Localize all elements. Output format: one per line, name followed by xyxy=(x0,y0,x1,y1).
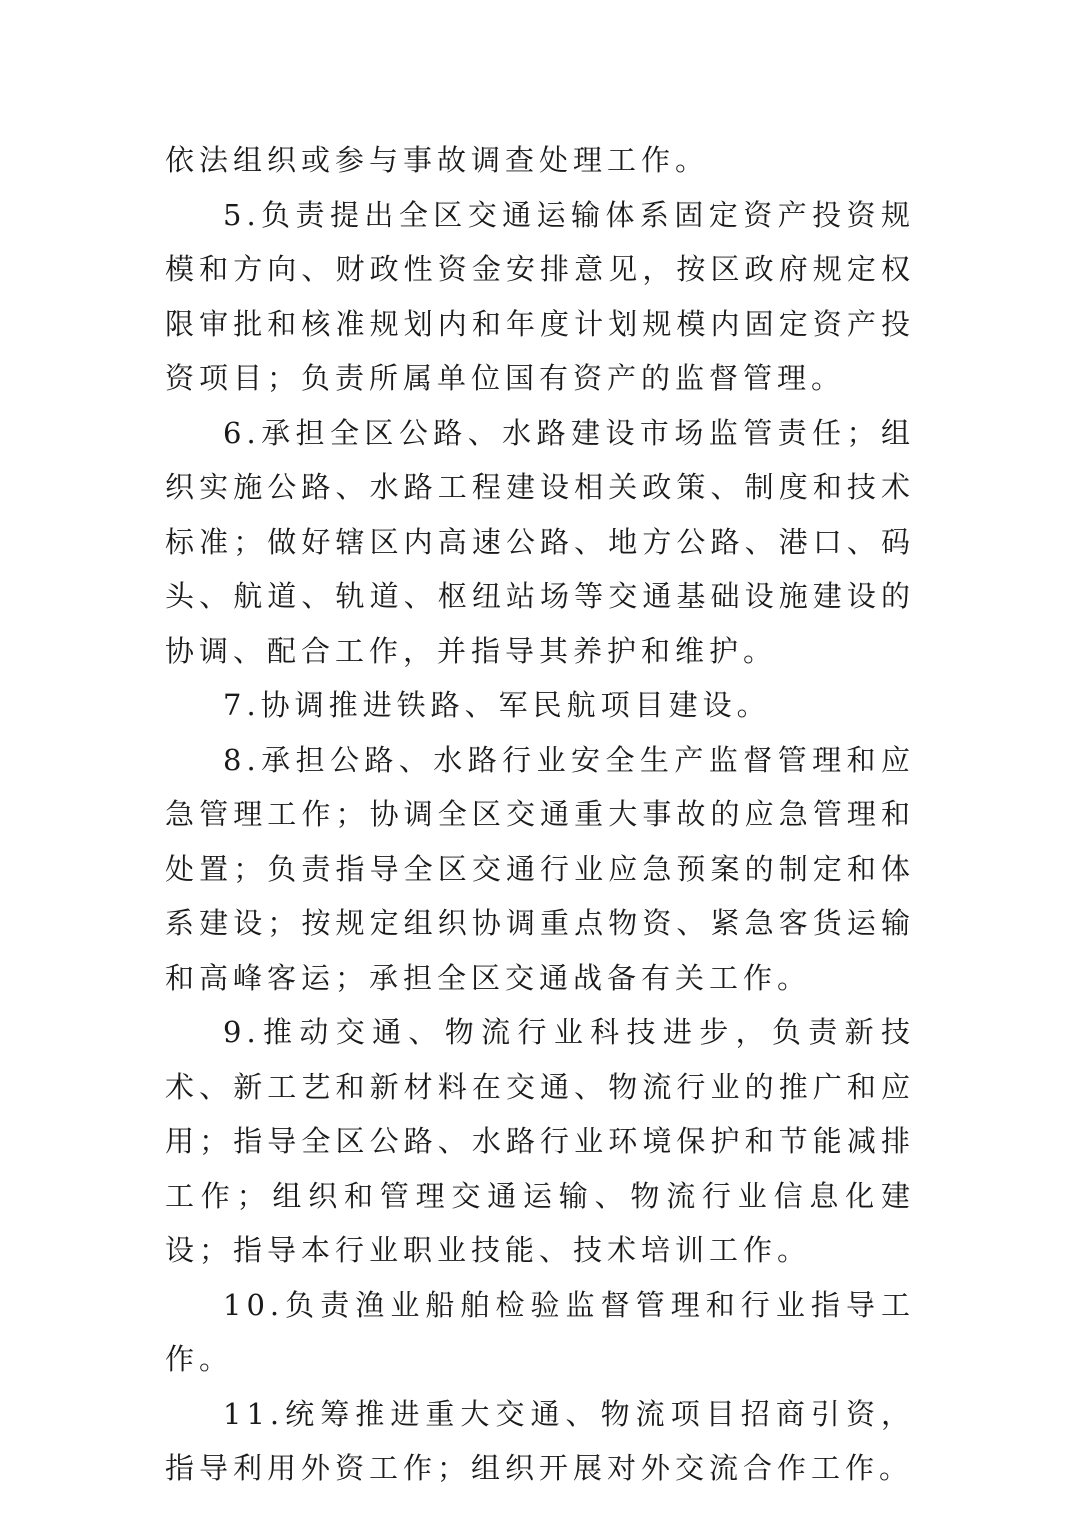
paragraph-item-5: 5.负责提出全区交通运输体系固定资产投资规模和方向、财政性资金安排意见，按区政府规定权限审批和核准规划内和年度计划规模内固定资产投资项目；负责所属单位国有资产的监督管理。 xyxy=(165,197,915,395)
document-body xyxy=(165,133,915,1496)
paragraph-item-6: 6.承担全区公路、水路建设市场监管责任；组织实施公路、水路工程建设相关政策、制度和技术标准；做好辖区内高速公路、地方公路、港口、码头、航道、轨道、枢纽站场等交通基础设施建设的协调、配合工作，并指导其养护和维护。 xyxy=(165,415,915,668)
paragraph-item-10: 10.负责渔业船舶检验监督管理和行业指导工作。 xyxy=(165,1287,915,1376)
paragraph-item-9: 9.推动交通、物流行业科技进步，负责新技术、新工艺和新材料在交通、物流行业的推广和应用；指导全区公路、水路行业环境保护和节能减排工作；组织和管理交通运输、物流行业信息化建设；指导本行业职业技能、技术培训工作。 xyxy=(165,1015,915,1267)
paragraph-item-7: 7.协调推进铁路、军民航项目建设。 xyxy=(223,688,771,722)
paragraph-item-8: 8.承担公路、水路行业安全生产监督管理和应急管理工作；协调全区交通重大事故的应急管理和处置；负责指导全区交通行业应急预案的制定和体系建设；按规定组织协调重点物资、紧急客货运输和高峰客运；承担全区交通战备有关工作。 xyxy=(165,742,915,995)
paragraph-continuation: 依法组织或参与事故调查处理工作。 xyxy=(165,143,710,177)
paragraph-item-11: 11.统筹推进重大交通、物流项目招商引资，指导利用外资工作；组织开展对外交流合作工作。 xyxy=(165,1396,915,1485)
